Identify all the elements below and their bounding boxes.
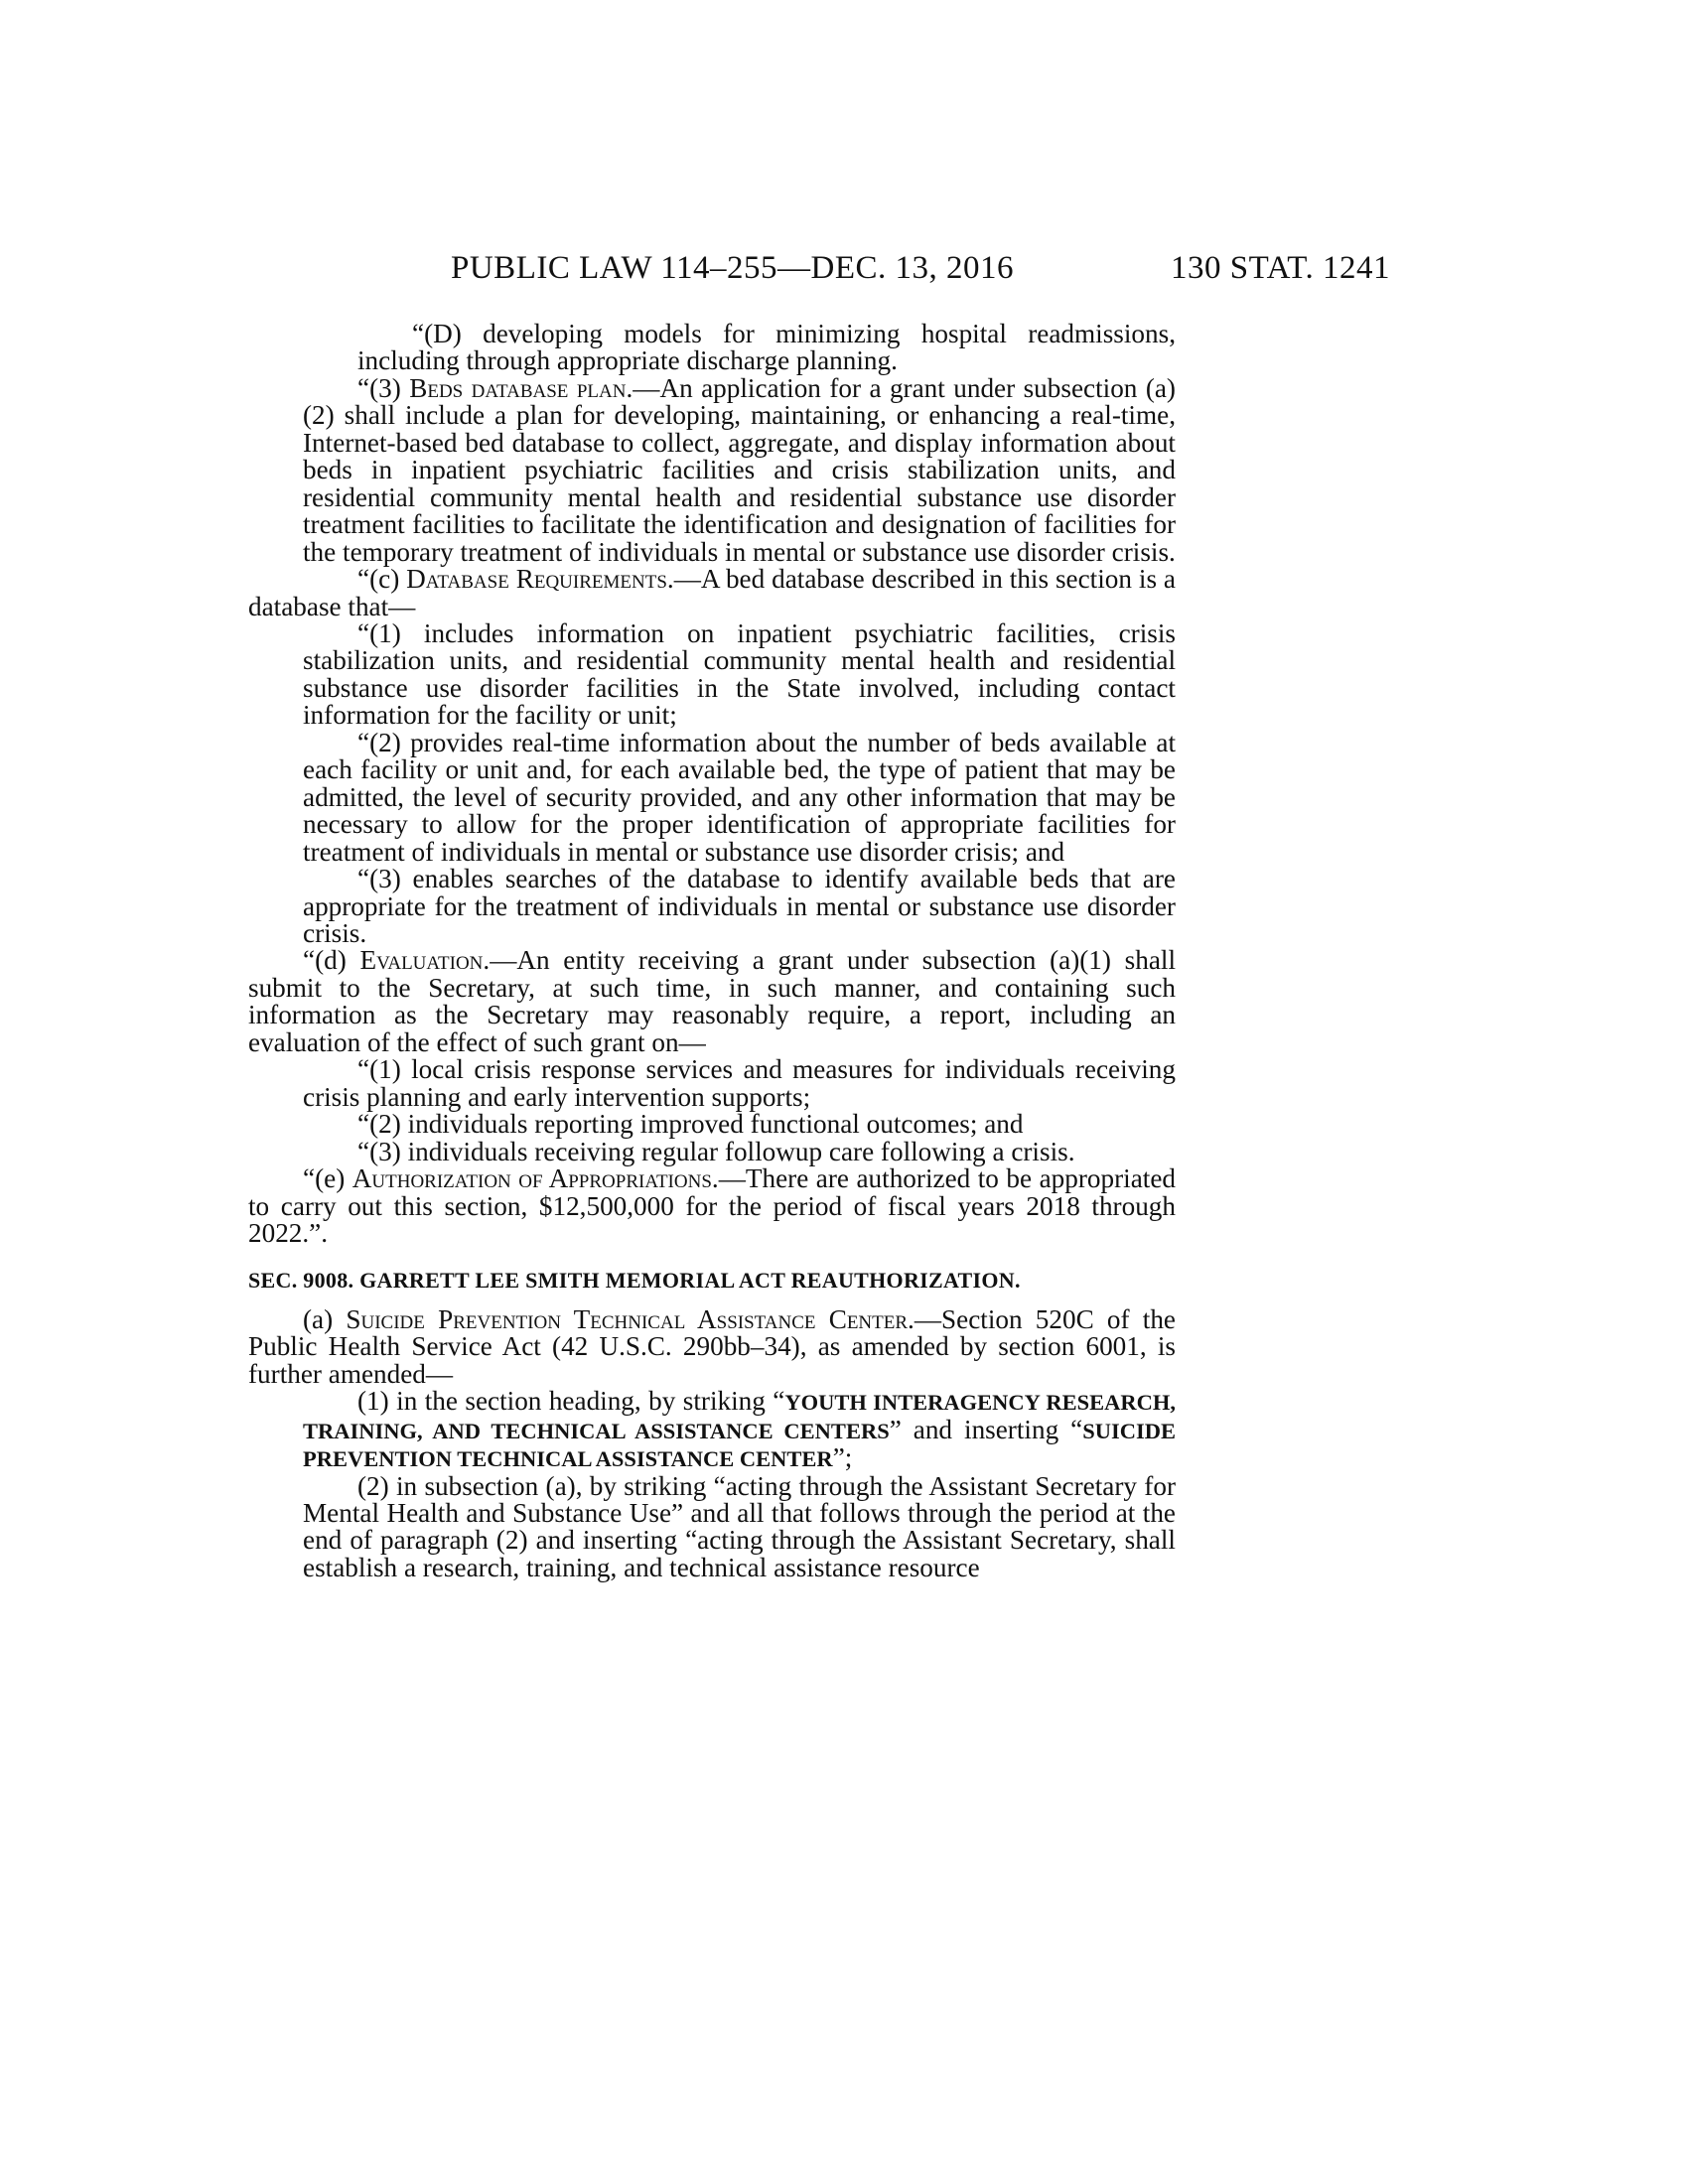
para-number: (a) — [303, 1303, 347, 1334]
inserted-heading: SUICIDE PREVENTION TECHNICAL ASSISTANCE CENTER — [303, 1418, 1176, 1472]
paragraph-d2: “(2) individuals reporting improved functional outcomes; and — [357, 1109, 1024, 1140]
paragraph-suicide-prevention — [248, 1303, 1176, 1389]
paragraph-d3: “(3) individuals receiving regular followup care following a crisis. — [357, 1136, 1075, 1166]
paragraph-a2: (2) in subsection (a), by striking “acting through the Assistant Secretary for Mental Health and Substance Use” and all that follows through the period at the end of paragraph (2) and inserting “acting through the Assistant Secretary, shall establish a research, training, and technical assistance resource — [303, 1470, 1176, 1582]
statute-page-number: 130 STAT. 1241 — [1170, 250, 1390, 286]
section-heading: SEC. 9008. GARRETT LEE SMITH MEMORIAL ACT REAUTHORIZATION. — [248, 1268, 1021, 1294]
para-heading: Database Requirements — [406, 564, 667, 595]
para-text: .—A bed database described in this section is a database that— — [248, 564, 1177, 621]
para-heading: Suicide Prevention Technical Assistance Center — [346, 1303, 909, 1334]
para-number: “(d) — [303, 945, 360, 976]
paragraph-evaluation — [248, 947, 1176, 1056]
paragraph-a1 — [303, 1388, 1176, 1472]
paragraph-authorization — [248, 1165, 1176, 1247]
paragraph-d: “(D) developing models for minimizing hospital readmissions, including through appropriate discharge planning. — [357, 319, 1176, 376]
para-text: .—An application for a grant under subsection (a)(2) shall include a plan for developing, maintaining, or enhancing a real-time, Internet-based bed database to collect, aggregate, and display information about beds in inpatient psychiatric facilities and crisis stabilization units, and residential community mental health and residential substance use disorder treatment facilities to facilitate the identification and designation of facilities for the temporary treatment of individuals in mental or substance use disorder crisis. — [303, 372, 1176, 567]
para-text: .—There are authorized to be appropriated to carry out this section, $12,500,000 for the period of fiscal years 2018 through 2022.”. — [248, 1163, 1176, 1248]
para-number: “(3) — [357, 372, 410, 403]
para-heading: Evaluation — [359, 945, 484, 976]
para-text: ” and inserting “ — [889, 1414, 1083, 1444]
paragraph-d1: “(1) local crisis response services and measures for individuals receiving crisis planning and early intervention supports; — [303, 1054, 1176, 1112]
para-text: ”; — [832, 1442, 853, 1473]
body-text — [248, 319, 1177, 1582]
para-number: “(e) — [303, 1163, 352, 1194]
page-header — [298, 250, 1390, 290]
paragraph-c3: “(3) enables searches of the database to identify available beds that are appropriate for the treatment of individuals in mental or substance use disorder crisis. — [303, 864, 1176, 948]
para-text: (1) in the section heading, by striking “ — [357, 1386, 785, 1417]
paragraph-c1: “(1) includes information on inpatient psychiatric facilities, crisis stabilization units, and residential community mental health and residential substance use disorder facilities in the State involved, including contact information for the facility or unit; — [303, 617, 1176, 731]
para-text: .—An entity receiving a grant under subsection (a)(1) shall submit to the Secretary, at such time, in such manner, and containing such information as the Secretary may reasonably require, a report, including an evaluation of the effect of such grant on— — [248, 945, 1176, 1057]
para-text: .—Section 520C of the Public Health Service Act (42 U.S.C. 290bb–34), as amended by section 6001, is further amended— — [248, 1303, 1176, 1389]
paragraph-database-requirements — [248, 566, 1176, 620]
para-heading: Authorization of Appropriations — [352, 1163, 712, 1194]
struck-heading: YOUTH INTERAGENCY RESEARCH, TRAINING, AND TECHNICAL ASSISTANCE CENTERS — [303, 1390, 1177, 1443]
paragraph-c2: “(2) provides real-time information about the number of beds available at each facility or unit and, for each available bed, the type of patient that may be admitted, the level of security provided, and any other information that may be necessary to allow for the proper identification of appropriate facilities for treatment of individuals in mental or substance use disorder crisis; and — [303, 727, 1176, 867]
running-title: PUBLIC LAW 114–255—DEC. 13, 2016 — [451, 250, 1015, 286]
para-heading: Beds database plan — [409, 372, 627, 403]
paragraph-beds-database-plan — [248, 372, 1176, 567]
para-number: “(c) — [357, 564, 407, 595]
